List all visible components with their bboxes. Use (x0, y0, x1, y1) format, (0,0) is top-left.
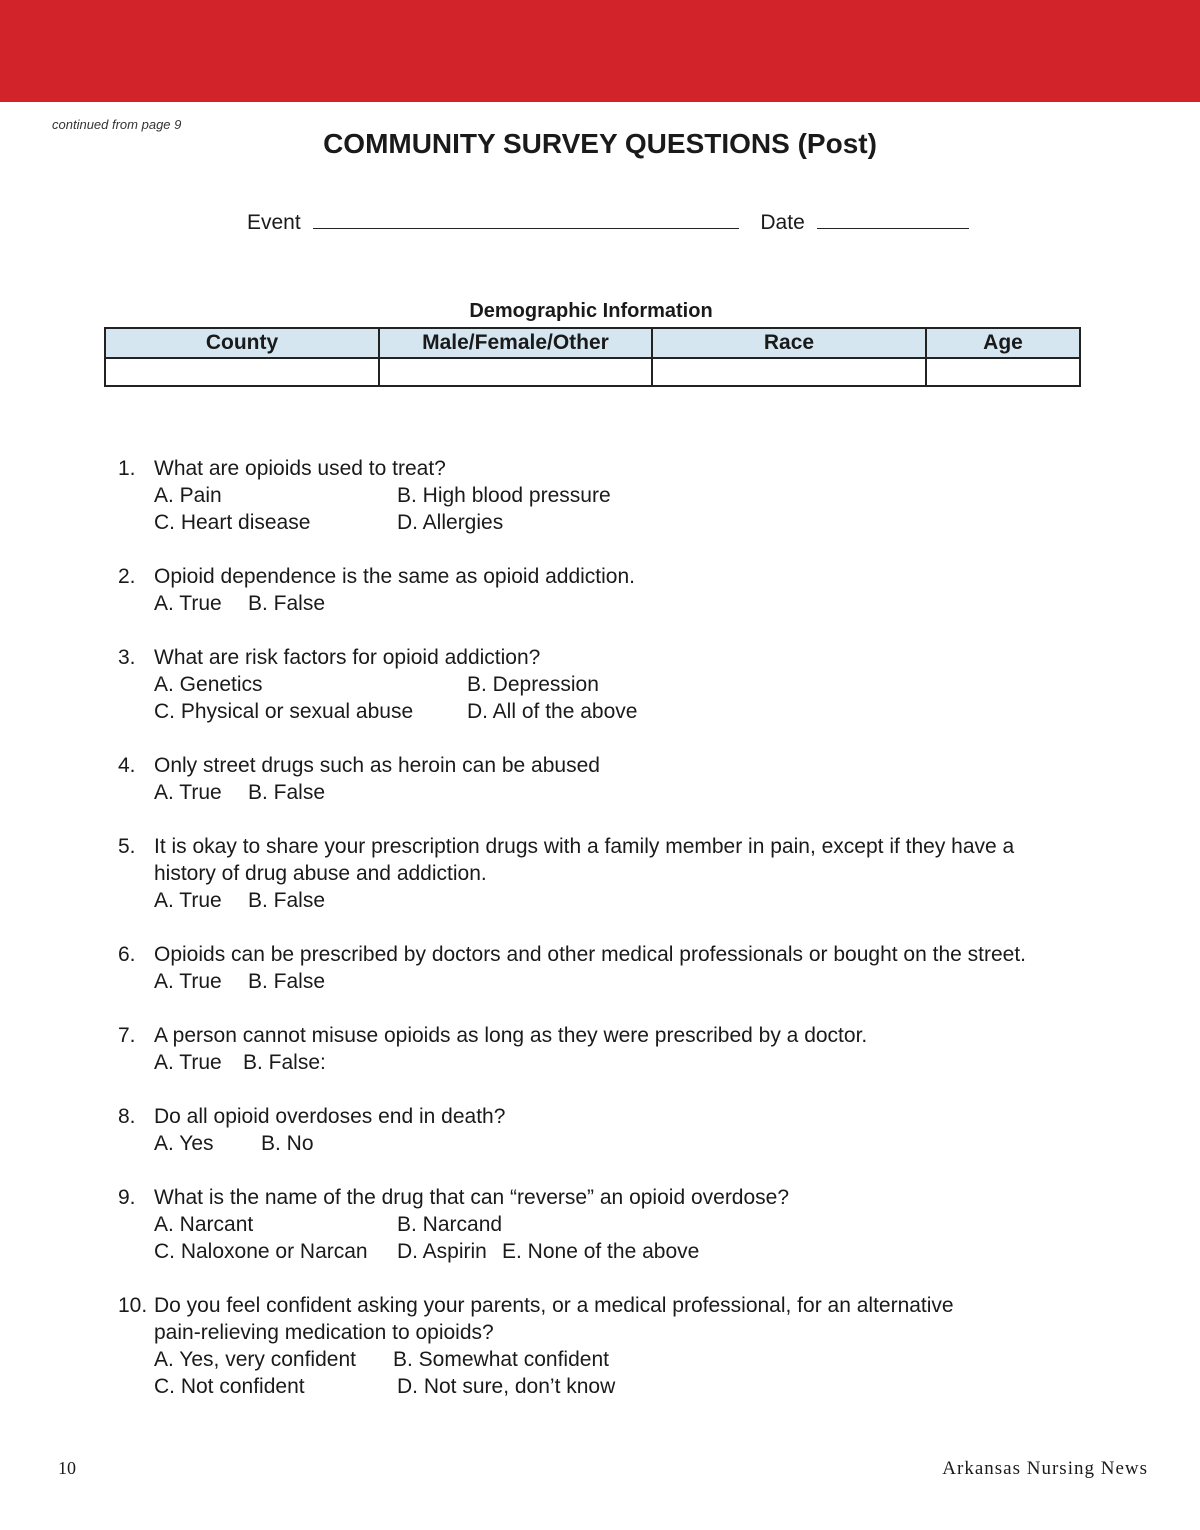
question-4 (118, 752, 1026, 806)
option-row (118, 1049, 1026, 1076)
page-number: 10 (58, 1458, 76, 1478)
demographic-table (104, 327, 1081, 387)
option-row (118, 779, 1026, 806)
page-title: COMMUNITY SURVEY QUESTIONS (Post) (323, 128, 877, 159)
age-cell[interactable] (926, 358, 1080, 386)
option-b[interactable]: B. False: (243, 1051, 326, 1074)
option-c[interactable]: C. Naloxone or Narcan (154, 1240, 368, 1263)
question-text: Only street drugs such as heroin can be abused (154, 754, 600, 777)
option-row (118, 1346, 1026, 1373)
question-text: Opioid dependence is the same as opioid addiction. (154, 565, 635, 588)
demographic-header-row (105, 328, 1080, 358)
option-b[interactable]: B. Depression (467, 673, 599, 696)
option-a[interactable]: A. True (154, 592, 222, 615)
continued-note: continued from page 9 (52, 117, 182, 132)
option-a[interactable]: A. Yes (154, 1132, 214, 1155)
option-d[interactable]: D. Allergies (397, 511, 504, 534)
question-number: 2. (118, 565, 136, 588)
option-row (118, 1211, 1026, 1238)
question-number: 7. (118, 1024, 136, 1047)
option-a[interactable]: A. Yes, very confident (154, 1348, 356, 1371)
publication-name: Arkansas Nursing News (942, 1458, 1148, 1479)
sex-cell[interactable] (379, 358, 652, 386)
column-sex: Male/Female/Other (379, 328, 652, 358)
question-text-continued: pain-relieving medication to opioids? (154, 1321, 494, 1344)
option-row (118, 1373, 1026, 1400)
option-b[interactable]: B. Somewhat confident (393, 1348, 609, 1371)
question-text: Do you feel confident asking your parents, or a medical professional, for an alternative (154, 1294, 954, 1317)
option-e[interactable]: E. None of the above (502, 1240, 700, 1263)
option-row (118, 482, 1026, 509)
event-field[interactable] (313, 228, 739, 229)
demographic-input-row (105, 358, 1080, 386)
question-text: Do all opioid overdoses end in death? (154, 1105, 506, 1128)
option-c[interactable]: C. Not confident (154, 1375, 305, 1398)
question-6 (118, 941, 1026, 995)
date-field[interactable] (817, 228, 969, 229)
option-a[interactable]: A. Pain (154, 484, 222, 507)
question-10 (118, 1292, 1026, 1400)
option-b[interactable]: B. Narcand (397, 1213, 503, 1236)
question-number: 3. (118, 646, 136, 669)
option-row (118, 1238, 1026, 1265)
option-d[interactable]: D. Not sure, don’t know (397, 1375, 616, 1398)
question-9 (118, 1184, 1026, 1265)
header-red-band (0, 0, 1200, 102)
question-number: 9. (118, 1186, 136, 1209)
option-d[interactable]: D. All of the above (467, 700, 638, 723)
question-text: A person cannot misuse opioids as long as they were prescribed by a doctor. (154, 1024, 868, 1047)
question-text: What are risk factors for opioid addiction? (154, 646, 541, 669)
option-a[interactable]: A. True (154, 889, 222, 912)
question-text-continued: history of drug abuse and addiction. (154, 862, 487, 885)
option-b[interactable]: B. High blood pressure (397, 484, 611, 507)
question-text: What is the name of the drug that can “reverse” an opioid overdose? (154, 1186, 790, 1209)
option-b[interactable]: B. False (248, 889, 326, 912)
column-county: County (105, 328, 379, 358)
option-b[interactable]: B. False (248, 781, 326, 804)
column-age: Age (926, 328, 1080, 358)
option-row (118, 698, 1026, 725)
county-cell[interactable] (105, 358, 379, 386)
option-row (118, 968, 1026, 995)
date-label: Date (760, 211, 805, 234)
question-1 (118, 455, 1026, 536)
question-text: What are opioids used to treat? (154, 457, 446, 480)
question-2 (118, 563, 1026, 617)
option-row (118, 590, 1026, 617)
demographic-caption: Demographic Information (469, 300, 713, 322)
question-list (118, 455, 1026, 1427)
question-text: It is okay to share your prescription drugs with a family member in pain, except if they have a (154, 835, 1015, 858)
option-a[interactable]: A. Genetics (154, 673, 263, 696)
option-row (118, 509, 1026, 536)
option-a[interactable]: A. True (154, 1051, 222, 1074)
option-d[interactable]: D. Aspirin (397, 1240, 487, 1263)
question-number: 10. (118, 1294, 148, 1317)
question-number: 4. (118, 754, 136, 777)
question-5 (118, 833, 1026, 914)
question-number: 1. (118, 457, 136, 480)
question-text: Opioids can be prescribed by doctors and other medical professionals or bought on the street. (154, 943, 1027, 966)
column-race: Race (652, 328, 926, 358)
event-label: Event (247, 211, 301, 234)
question-8 (118, 1103, 1026, 1157)
option-row (118, 1130, 1026, 1157)
option-row (118, 887, 1026, 914)
option-b[interactable]: B. False (248, 970, 326, 993)
race-cell[interactable] (652, 358, 926, 386)
event-date-line (247, 211, 969, 235)
question-3 (118, 644, 1026, 725)
question-number: 8. (118, 1105, 136, 1128)
option-c[interactable]: C. Physical or sexual abuse (154, 700, 414, 723)
option-a[interactable]: A. True (154, 781, 222, 804)
option-a[interactable]: A. Narcant (154, 1213, 254, 1236)
option-c[interactable]: C. Heart disease (154, 511, 311, 534)
question-7 (118, 1022, 1026, 1076)
option-row (118, 671, 1026, 698)
option-a[interactable]: A. True (154, 970, 222, 993)
question-number: 6. (118, 943, 136, 966)
option-b[interactable]: B. No (261, 1132, 314, 1155)
option-b[interactable]: B. False (248, 592, 326, 615)
question-number: 5. (118, 835, 136, 858)
